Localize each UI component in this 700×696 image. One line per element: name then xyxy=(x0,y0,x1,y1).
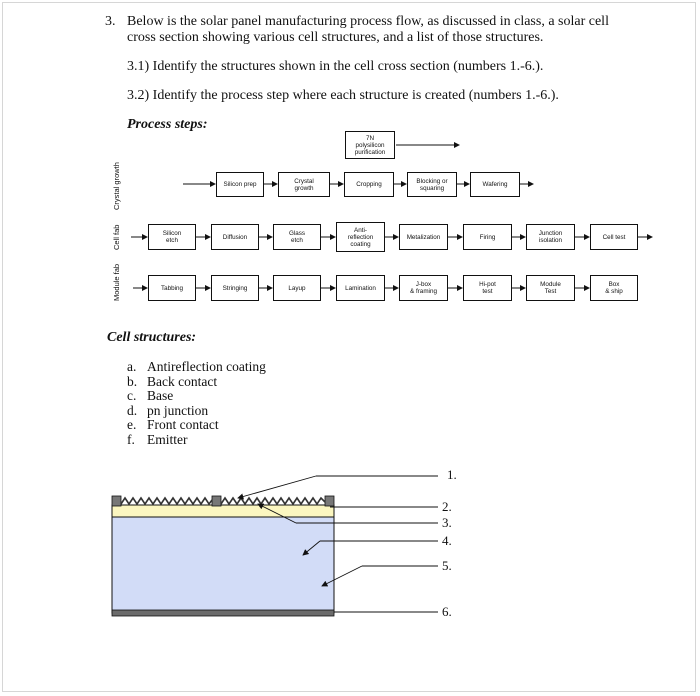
process-box-jbox-framing: J-box & framing xyxy=(399,275,448,301)
front-contact-right xyxy=(325,496,334,506)
process-box-silicon-etch: Silicon etch xyxy=(148,224,196,250)
question-line-2: cross section showing various cell structures, and a list of those structures. xyxy=(127,30,544,45)
process-box-hipot-test: Hi-pot test xyxy=(463,275,512,301)
list-item: d. pn junction xyxy=(127,402,209,418)
process-box-polysilicon-purification: 7N polysilicon purification xyxy=(345,131,395,159)
process-box-firing: Firing xyxy=(463,224,512,250)
base-layer xyxy=(112,517,334,613)
process-box-wafering: Wafering xyxy=(470,172,520,197)
row-label-module-fab: Module fab xyxy=(112,263,121,301)
process-box-layup: Layup xyxy=(273,275,321,301)
antireflection-texture-left xyxy=(121,498,212,504)
list-item: a. Antireflection coating xyxy=(127,359,266,374)
front-contact-left xyxy=(112,496,121,506)
process-steps-heading: Process steps: xyxy=(127,117,208,132)
list-item: b. Back contact xyxy=(127,373,218,389)
question-number: 3. xyxy=(105,14,116,29)
process-box-module-test: Module Test xyxy=(526,275,575,301)
process-box-cell-test: Cell test xyxy=(590,224,638,250)
process-box-crystal-growth: Crystal growth xyxy=(278,172,330,197)
process-box-glass-etch: Glass etch xyxy=(273,224,321,250)
process-box-blocking-squaring: Blocking or squaring xyxy=(407,172,457,197)
emitter-layer xyxy=(112,505,334,517)
structure-list xyxy=(127,360,266,447)
list-item: c. Base xyxy=(127,388,174,403)
process-box-junction-isolation: Junction isolation xyxy=(526,224,575,250)
process-box-cropping: Cropping xyxy=(344,172,394,197)
process-box-silicon-prep: Silicon prep xyxy=(216,172,264,197)
antireflection-texture-right xyxy=(221,498,325,504)
process-box-diffusion: Diffusion xyxy=(211,224,259,250)
question-line-1: Below is the solar panel manufacturing process flow, as discussed in class, a solar cell xyxy=(127,14,609,29)
process-box-metalization: Metalization xyxy=(399,224,448,250)
list-item: e. Front contact xyxy=(127,417,219,432)
process-box-lamination: Lamination xyxy=(336,275,385,301)
front-contact-middle xyxy=(212,496,221,506)
cell-cross-section xyxy=(0,460,700,630)
diagram-number-5: 5. xyxy=(442,558,452,573)
process-box-tabbing: Tabbing xyxy=(148,275,196,301)
question-3-1: 3.1) Identify the structures shown in the cell cross section (numbers 1.-6.). xyxy=(127,59,544,74)
process-box-stringing: Stringing xyxy=(211,275,259,301)
process-box-box-ship: Box & ship xyxy=(590,275,638,301)
row-label-crystal-growth: Crystal growth xyxy=(112,162,121,210)
leader-1-arrow xyxy=(238,476,316,498)
process-box-anti-reflection-coating: Anti- reflection coating xyxy=(336,222,385,252)
diagram-number-4: 4. xyxy=(442,533,452,548)
diagram-number-1: 1. xyxy=(447,467,457,482)
back-contact-layer xyxy=(112,610,334,616)
diagram-number-3: 3. xyxy=(442,515,452,530)
diagram-number-6: 6. xyxy=(442,604,452,619)
cell-structures-heading: Cell structures: xyxy=(107,330,197,345)
row-label-cell-fab: Cell fab xyxy=(112,224,121,250)
diagram-number-2: 2. xyxy=(442,499,452,514)
list-item: f. Emitter xyxy=(127,431,188,447)
question-3-2: 3.2) Identify the process step where each structure is created (numbers 1.-6.). xyxy=(127,88,559,103)
